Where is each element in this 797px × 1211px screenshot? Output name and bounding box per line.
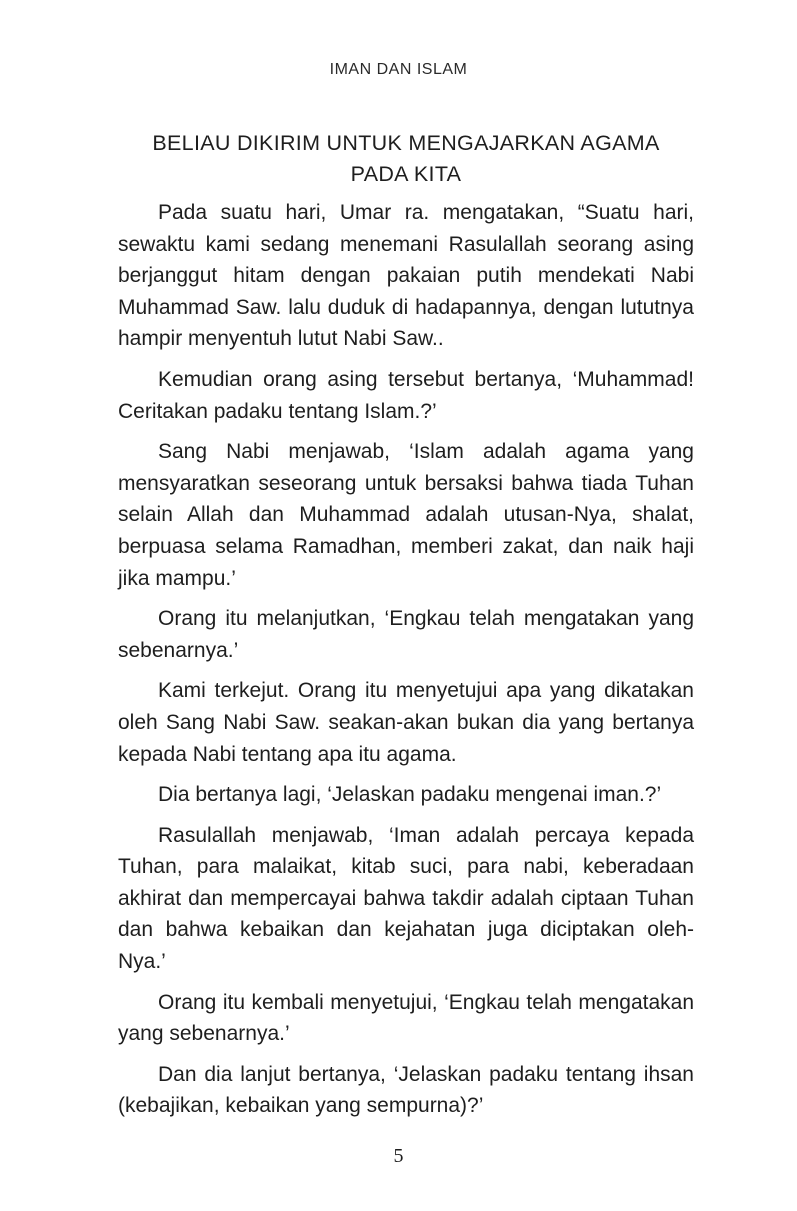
body-text xyxy=(118,197,694,1131)
paragraph: Orang itu melanjutkan, ‘Engkau telah mengatakan yang sebenarnya.’ xyxy=(118,607,694,662)
chapter-title xyxy=(118,128,694,190)
paragraph: Dan dia lanjut bertanya, ‘Jelaskan padaku tentang ihsan (kebajikan, kebaikan yang sempurna)?’ xyxy=(118,1062,694,1118)
paragraph: Kemudian orang asing tersebut bertanya, ‘Muhammad! Ceritakan padaku tentang Islam.?’ xyxy=(118,367,694,423)
running-header: IMAN DAN ISLAM xyxy=(329,61,468,78)
paragraph: Sang Nabi menjawab, ‘Islam adalah agama yang mensyaratkan seseorang untuk bersaksi bahwa tiada Tuhan selain Allah dan Muhammad adalah utusan-Nya, shalat, berpuasa selama Ramadhan, memberi zakat, dan naik haji jika mampu.’ xyxy=(118,440,694,590)
paragraph: Pada suatu hari, Umar ra. mengatakan, “Suatu hari, sewaktu kami sedang menemani Rasulallah seorang asing berjanggut hitam dengan pakaian putih mendekati Nabi Muhammad Saw. lalu duduk di hadapannya, dengan lututnya hampir menyentuh lutut Nabi Saw.. xyxy=(118,201,694,351)
paragraph: Rasulallah menjawab, ‘Iman adalah percaya kepada Tuhan, para malaikat, kitab suci, para nabi, keberadaan akhirat dan mempercayai bahwa takdir adalah ciptaan Tuhan dan bahwa kebaikan dan kejahatan juga diciptakan oleh-Nya.’ xyxy=(118,823,694,974)
chapter-title-line-1: BELIAU DIKIRIM UNTUK MENGAJARKAN AGAMA xyxy=(152,131,660,155)
paragraph: Orang itu kembali menyetujui, ‘Engkau telah mengatakan yang sebenarnya.’ xyxy=(118,990,694,1046)
chapter-title-line-2: PADA KITA xyxy=(350,162,462,186)
page-number: 5 xyxy=(393,1145,404,1167)
paragraph: Kami terkejut. Orang itu menyetujui apa yang dikatakan oleh Sang Nabi Saw. seakan-akan bukan dia yang bertanya kepada Nabi tentang apa itu agama. xyxy=(118,679,694,766)
paragraph: Dia bertanya lagi, ‘Jelaskan padaku mengenai iman.?’ xyxy=(158,783,662,807)
